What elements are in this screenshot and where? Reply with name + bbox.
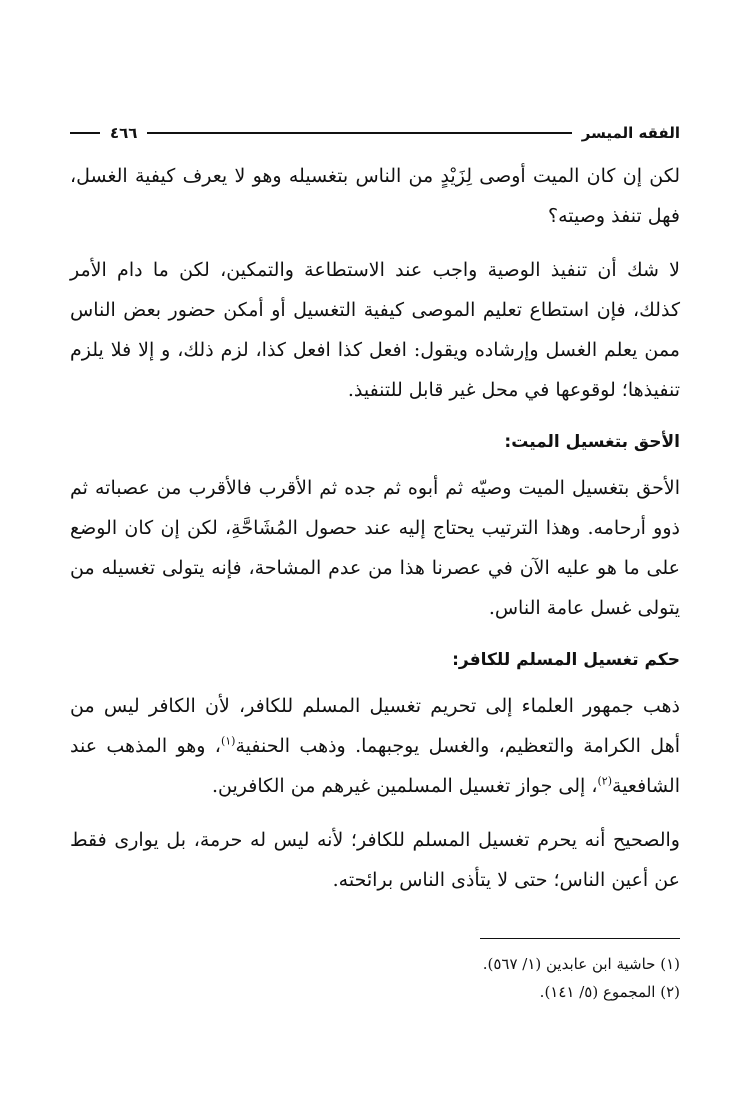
paragraph: والصحيح أنه يحرم تغسيل المسلم للكافر؛ لأنه ليس له حرمة، بل يوارى فقط عن أعين الناس؛ حتى لا يتأذى الناس برائحته. xyxy=(70,829,680,891)
section-heading: حكم تغسيل المسلم للكافر: xyxy=(452,650,680,670)
paragraph-text: ، وهو المذهب عند الشافعية xyxy=(70,735,680,797)
book-title: الفقه الميسر xyxy=(581,124,680,142)
footnote-ref[interactable]: (١) xyxy=(220,734,236,748)
footnote-rule xyxy=(480,938,680,939)
footnote-ref[interactable]: (٢) xyxy=(597,774,613,788)
footnote: (١) حاشية ابن عابدين (١/ ٥٦٧). xyxy=(482,955,680,973)
paragraph: لا شك أن تنفيذ الوصية واجب عند الاستطاعة والتمكين، لكن ما دام الأمر كذلك، فإن استطاع تعليم الموصى كيفية التغسيل أو أمكن حضور بعض الناس ممن يعلم الغسل وإرشاده ويقول: افعل كذا افعل كذا، لزم ذلك، و إلا فلا يلزم تنفيذها؛ لوقوعها في محل غير قابل للتنفيذ. xyxy=(70,259,680,401)
paragraph-text: ، إلى جواز تغسيل المسلمين غيرهم من الكافرين. xyxy=(212,775,598,797)
page-header xyxy=(70,118,680,148)
footnote: (٢) المجموع (٥/ ١٤١). xyxy=(539,983,680,1001)
footnotes xyxy=(70,950,680,1006)
paragraph-text: ذهب جمهور العلماء إلى تحريم تغسيل المسلم للكافر، لأن الكافر ليس من أهل الكرامة والتعظيم، والغسل يوجبهما. وذهب الحنفية xyxy=(70,695,680,757)
paragraph: الأحق بتغسيل الميت وصيّه ثم أبوه ثم جده ثم الأقرب فالأقرب من عصباته ثم ذوو أرحامه. وهذا الترتيب يحتاج إليه عند حصول المُشَاحَّةِ، لكن إن كان الوضع على ما هو عليه الآن في عصرنا هذا من عدم المشاحة، فإنه يتولى تغسيله من يتولى غسل عامة الناس. xyxy=(70,477,680,619)
page-number: ٤٦٦ xyxy=(110,124,138,142)
section-heading: الأحق بتغسيل الميت: xyxy=(504,432,680,452)
paragraph: لكن إن كان الميت أوصى لِزَيْدٍ من الناس بتغسيله وهو لا يعرف كيفية الغسل، فهل تنفذ وصيته؟ xyxy=(70,165,680,227)
book-page xyxy=(70,118,680,1001)
paragraph xyxy=(70,686,680,806)
page-content xyxy=(70,156,680,900)
header-dash xyxy=(70,132,100,134)
header-rule xyxy=(147,132,571,134)
